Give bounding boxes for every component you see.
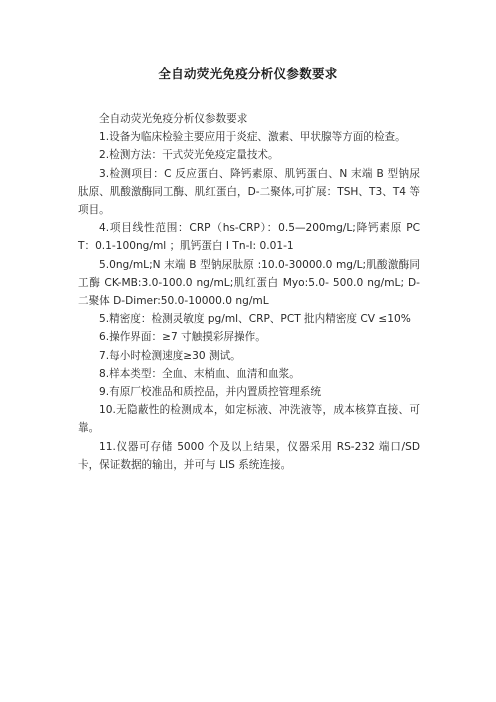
paragraph-item-10: 10.无隐蔽性的检测成本，如定标液、冲洗液等，成本核算直接、可靠。 <box>78 404 420 435</box>
paragraph-item-4-continued: 5.0ng/mL;N 末端 B 型钠尿肽原 :10.0-30000.0 mg/L;肌酸激酶同工酶 CK-MB:3.0-100.0 ng/mL;肌红蛋白 Myo:5.0- 500.0 ng/mL; D-二聚体 D-Dimer:50.0-10000.0 ng/mL <box>78 258 420 308</box>
paragraph-item-11: 11.仪器可存储 5000 个及以上结果，仪器采用 RS-232 端口/SD 卡，保证数据的输出，并可与 LIS 系统连接。 <box>78 440 420 471</box>
paragraph-item-2: 2.检测方法：干式荧光免疫定量技术。 <box>99 149 279 162</box>
paragraph-item-3: 3.检测项目：C 反应蛋白、降钙素原、肌钙蛋白、N 末端 B 型钠尿肽原、肌酸激酶同工酶、肌红蛋白，D-二聚体,可扩展：TSH、T3、T4 等项目。 <box>78 167 420 217</box>
paragraph-heading: 全自动荧光免疫分析仪参数要求 <box>99 113 248 125</box>
paragraph-item-5: 5.精密度：检测灵敏度 pg/ml、CRP、PCT 批内精密度 CV ≤10% <box>99 313 411 326</box>
paragraph-item-1: 1.设备为临床检验主要应用于炎症、激素、甲状腺等方面的检查。 <box>99 131 406 144</box>
paragraph-item-4: 4.项目线性范围：CRP（hs-CRP）：0.5—200mg/L;降钙素原 PCT：0.1-100ng/ml ；肌钙蛋白 I Tn-I: 0.01-1 <box>78 222 420 253</box>
paragraph-item-7: 7.每小时检测速度≥30 测试。 <box>99 349 241 362</box>
document-title: 全自动荧光免疫分析仪参数要求 <box>158 66 338 81</box>
paragraph-item-8: 8.样本类型：全血、末梢血、血清和血浆。 <box>99 367 300 380</box>
paragraph-item-6: 6.操作界面：≥7 寸触摸彩屏操作。 <box>99 331 266 344</box>
document-body <box>78 110 420 474</box>
paragraph-item-9: 9.有原厂校准品和质控品，并内置质控管理系统 <box>99 386 321 399</box>
